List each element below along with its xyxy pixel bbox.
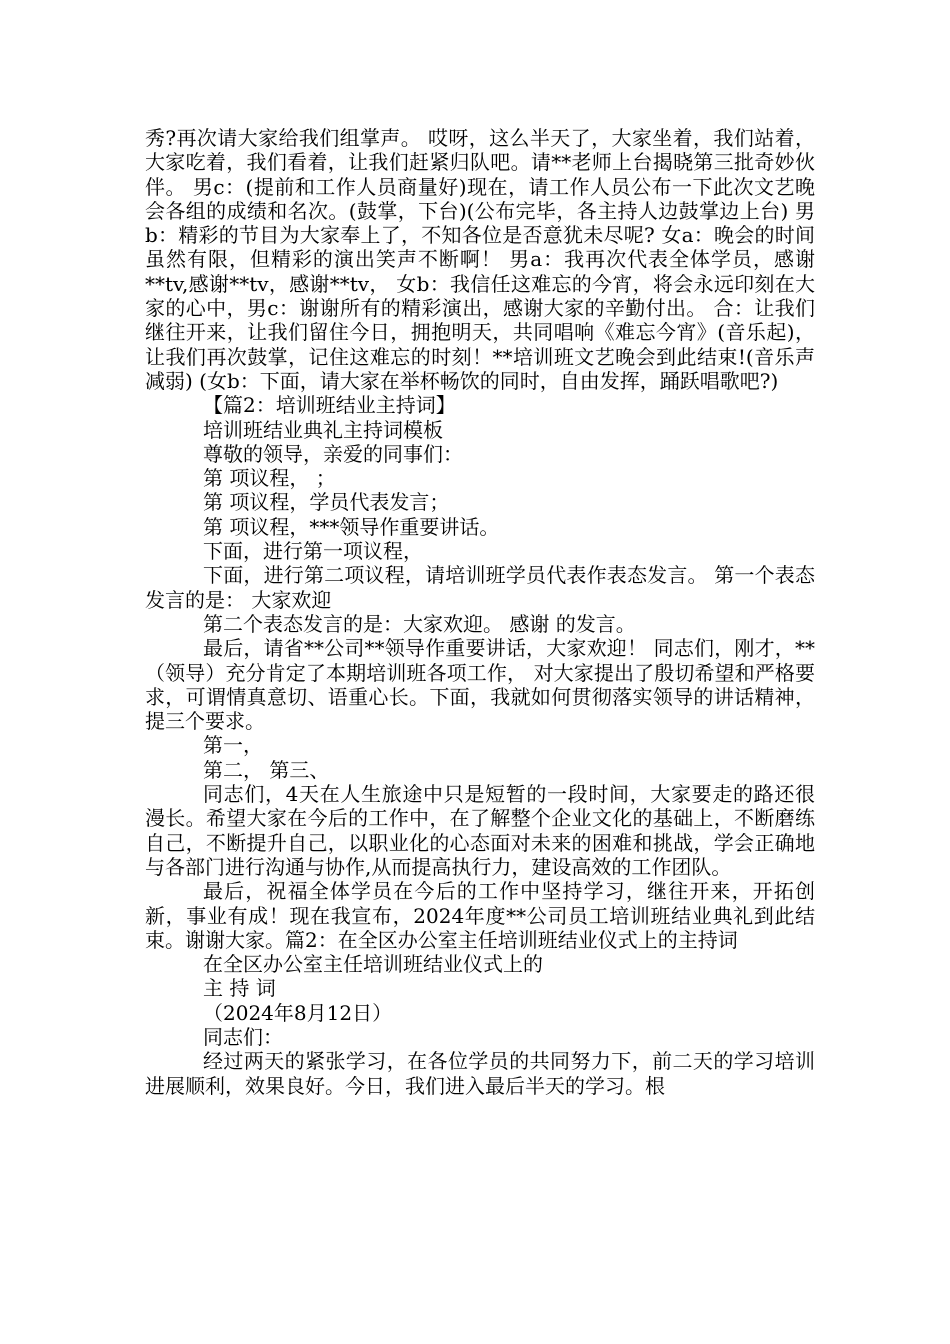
paragraph: 第二个表态发言的是：大家欢迎。 感谢 的发言。 — [203, 611, 636, 636]
speech-title-sub: 主 持 词 — [203, 976, 276, 1001]
salutation: 同志们： — [203, 1024, 283, 1049]
document-body — [145, 126, 815, 1098]
paragraph: 下面，进行第一项议程， — [203, 539, 423, 564]
paragraph: 第 项议程， ； — [203, 466, 336, 491]
section-heading: 【篇2：培训班结业主持词】 — [203, 393, 456, 418]
paragraph: 尊敬的领导，亲爱的同事们： — [203, 441, 463, 466]
paragraph: 第 项议程，***领导作重要讲话。 — [203, 514, 500, 539]
paragraph: 同志们，4天在人生旅途中只是短暂的一段时间，大家要走的路还很漫长。希望大家在今后的工作中，在了解整个企业文化的基础上，不断磨练自己，不断提升自己，以职业化的心态面对未来的困难和挑战，学会正确地与各部门进行沟通与协作,从而提高执行力，建设高效的工作团队。 — [145, 782, 815, 879]
paragraph: 第一， — [203, 733, 263, 758]
paragraph: 第二， 第三、 — [203, 757, 330, 782]
paragraph: 第 项议程，学员代表发言； — [203, 490, 450, 515]
paragraph: 秀?再次请大家给我们组掌声。 哎呀，这么半天了，大家坐着，我们站着，大家吃着，我们看着，让我们赶紧归队吧。请**老师上台揭晓第三批奇妙伙伴。 男c：(提前和工作人员商量好)现在，请工作人员公布一下此次文艺晚会各组的成绩和名次。(鼓掌，下台)(公布完毕，各主持人边鼓掌边上台) 男b：精彩的节目为大家奉上了，不知各位是否意犹未尽呢? 女a：晚会的时间虽然有限，但精彩的演出笑声不断啊！ 男a：我再次代表全体学员，感谢**tv,感谢**tv，感谢**tv， 女b：我信任这难忘的今宵，将会永远印刻在大家的心中，男c：谢谢所有的精彩演出，感谢大家的辛勤付出。 合：让我们继往开来，让我们留住今日，拥抱明天，共同唱响《难忘今宵》(音乐起)，让我们再次鼓掌，记住这难忘的时刻！**培训班文艺晚会到此结束!(音乐声减弱) (女b：下面，请大家在举杯畅饮的同时，自由发挥，踊跃唱歌吧?) — [145, 126, 815, 393]
paragraph: 培训班结业典礼主持词模板 — [203, 417, 443, 442]
speech-date: （2024年8月12日） — [203, 1000, 393, 1025]
paragraph: 最后，祝福全体学员在今后的工作中坚持学习，继往开来，开拓创新，事业有成！现在我宣布，2024年度**公司员工培训班结业典礼到此结束。谢谢大家。篇2：在全区办公室主任培训班结业仪式上的主持词 — [145, 879, 815, 952]
paragraph: 下面，进行第二项议程，请培训班学员代表作表态发言。 第一个表态发言的是： 大家欢迎 — [145, 563, 815, 612]
paragraph: 最后，请省**公司**领导作重要讲话，大家欢迎！ 同志们，刚才，**（领导）充分肯定了本期培训班各项工作， 对大家提出了殷切希望和严格要求，可谓情真意切、语重心长。下面，我就如何贯彻落实领导的讲话精神，提三个要求。 — [145, 636, 815, 734]
paragraph: 经过两天的紧张学习，在各位学员的共同努力下，前二天的学习培训进展顺利，效果良好。今日，我们进入最后半天的学习。根 — [145, 1049, 815, 1098]
speech-title: 在全区办公室主任培训班结业仪式上的 — [203, 952, 543, 977]
